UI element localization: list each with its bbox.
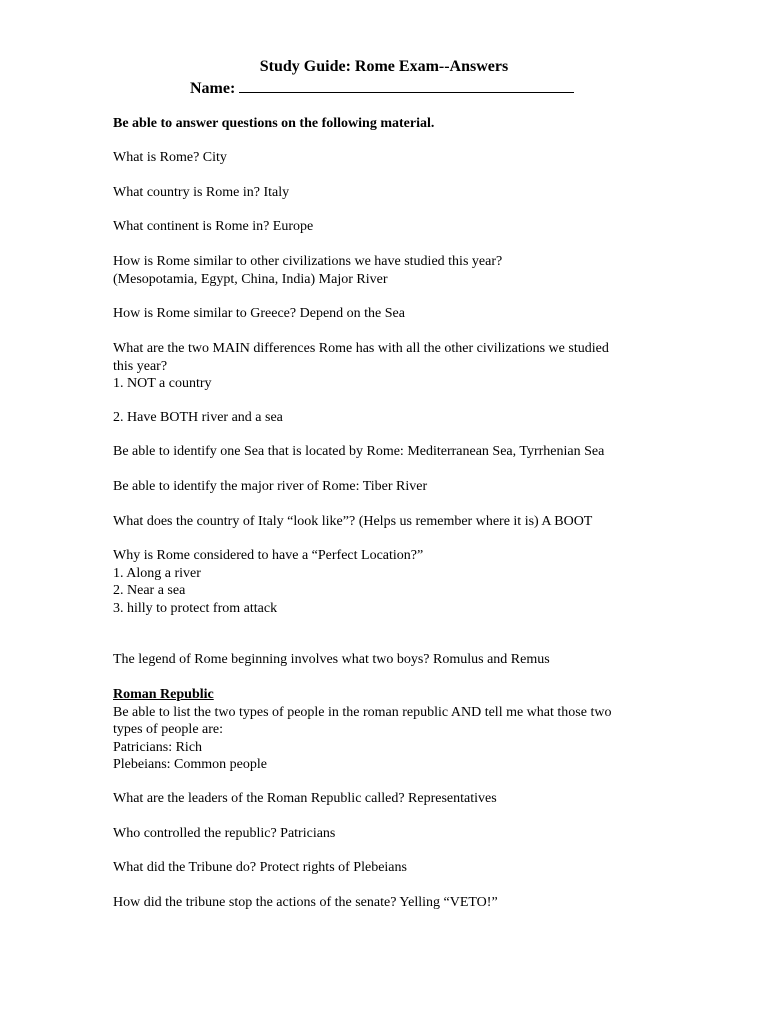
name-blank-underline — [239, 78, 574, 93]
question-continent: What continent is Rome in? Europe — [113, 219, 314, 234]
answer-line: (Mesopotamia, Egypt, China, India) Major River — [113, 271, 388, 287]
question-line: Be able to list the two types of people in the roman republic AND tell me what those two — [113, 704, 612, 720]
answer-both-river-sea: 2. Have BOTH river and a sea — [113, 410, 283, 425]
section-heading: Roman Republic — [113, 687, 214, 702]
question-legend: The legend of Rome beginning involves what two boys? Romulus and Remus — [113, 652, 550, 667]
answer-line: 1. Along a river — [113, 565, 201, 581]
question-what-is-rome: What is Rome? City — [113, 150, 227, 165]
question-veto: How did the tribune stop the actions of the senate? Yelling “VETO!” — [113, 895, 498, 910]
question-main-differences — [113, 340, 673, 393]
name-field-line — [190, 78, 574, 99]
section-roman-republic — [113, 686, 673, 774]
question-line: types of people are: — [113, 722, 224, 737]
question-line: this year? — [113, 358, 168, 374]
question-line: Why is Rome considered to have a “Perfect Location?” — [113, 548, 424, 563]
question-leaders: What are the leaders of the Roman Republic called? Representatives — [113, 791, 497, 806]
name-label: Name: — [190, 80, 236, 97]
question-italy-shape: What does the country of Italy “look like”? (Helps us remember where it is) A BOOT — [113, 514, 593, 529]
question-line: What are the two MAIN differences Rome has with all the other civilizations we studied — [113, 341, 609, 356]
intro-instruction: Be able to answer questions on the following material. — [113, 116, 435, 131]
question-line: How is Rome similar to other civilizations we have studied this year? — [113, 254, 503, 269]
answer-line: Patricians: Rich — [113, 739, 203, 755]
answer-line: 3. hilly to protect from attack — [113, 600, 278, 616]
answer-line: Plebeians: Common people — [113, 757, 267, 772]
question-similar-greece: How is Rome similar to Greece? Depend on the Sea — [113, 306, 405, 321]
question-similar-civilizations — [113, 253, 673, 288]
question-controlled: Who controlled the republic? Patricians — [113, 826, 336, 841]
question-sea: Be able to identify one Sea that is located by Rome: Mediterranean Sea, Tyrrhenian Sea — [113, 444, 605, 459]
question-perfect-location — [113, 547, 673, 617]
page-title: Study Guide: Rome Exam--Answers — [259, 58, 509, 75]
question-country: What country is Rome in? Italy — [113, 185, 290, 200]
answer-line: 2. Near a sea — [113, 583, 186, 598]
question-river: Be able to identify the major river of Rome: Tiber River — [113, 479, 428, 494]
question-tribune: What did the Tribune do? Protect rights of Plebeians — [113, 860, 407, 875]
answer-line: 1. NOT a country — [113, 376, 212, 391]
